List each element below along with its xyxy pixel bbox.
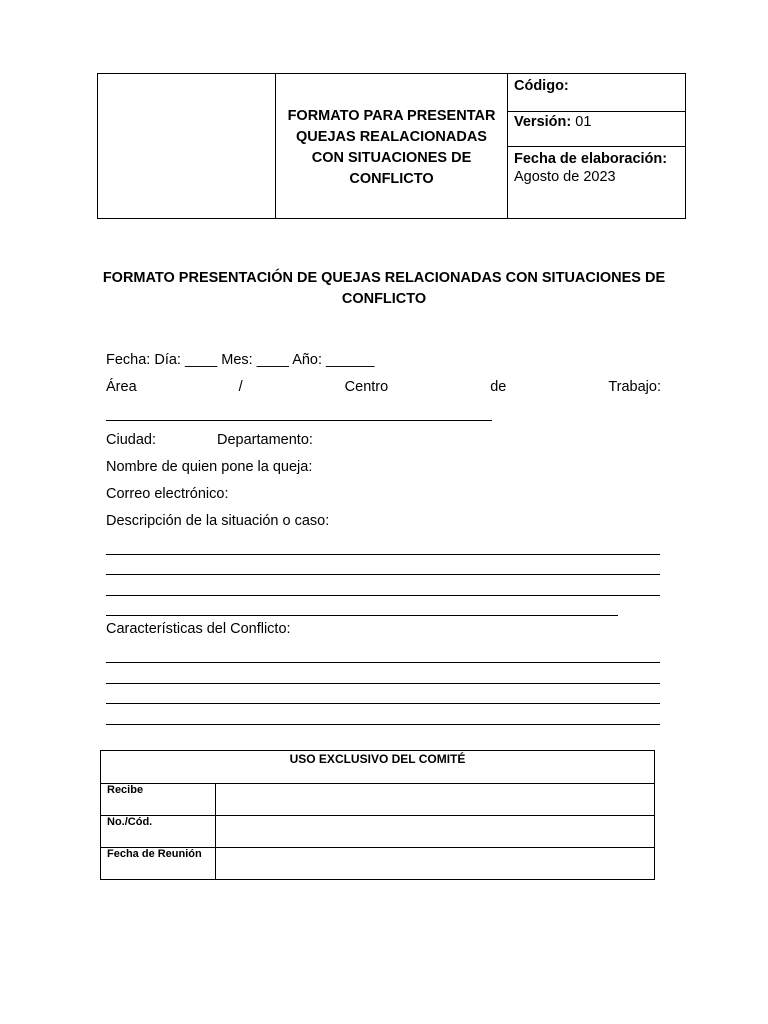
date-cell [508, 147, 685, 218]
document-title: FORMATO PRESENTACIÓN DE QUEJAS RELACIONADAS CON SITUACIONES DE CONFLICTO [102, 270, 666, 307]
committee-row [101, 816, 654, 848]
area-word: Centro [344, 379, 389, 395]
committee-row [101, 848, 654, 879]
date-label: Fecha de elaboración: [514, 151, 668, 167]
area-word: Trabajo: [608, 379, 661, 395]
date-field: Fecha: Día: ____ Mes: ____ Año: ______ [106, 352, 375, 368]
committee-row [101, 784, 654, 816]
characteristics-label: Características del Conflicto: [106, 621, 291, 637]
area-fill-line [106, 420, 492, 421]
area-word: de [490, 379, 507, 395]
version-cell [508, 112, 685, 147]
email-label: Correo electrónico: [106, 486, 229, 502]
committee-row-label: Recibe [101, 784, 216, 815]
characteristics-fill-line [106, 662, 660, 663]
department-label: Departamento: [217, 432, 313, 448]
area-field [106, 378, 661, 396]
committee-row-value [216, 784, 654, 815]
committee-row-value [216, 848, 654, 879]
version-label: Versión: [514, 114, 572, 130]
committee-row-label: Fecha de Reunión [101, 848, 216, 879]
characteristics-fill-line [106, 724, 660, 725]
characteristics-fill-line [106, 683, 660, 684]
area-word: / [238, 379, 243, 395]
header-meta [508, 74, 685, 218]
description-fill-line [106, 615, 618, 616]
description-fill-line [106, 574, 660, 575]
logo-cell [98, 74, 276, 218]
committee-header: USO EXCLUSIVO DEL COMITÉ [101, 751, 654, 784]
characteristics-fill-line [106, 703, 660, 704]
city-label: Ciudad: [106, 432, 156, 448]
description-fill-line [106, 595, 660, 596]
description-fill-line [106, 554, 660, 555]
committee-row-value [216, 816, 654, 847]
version-value: 01 [575, 114, 592, 130]
committee-row-label: No./Cód. [101, 816, 216, 847]
date-value: Agosto de 2023 [514, 169, 616, 185]
description-label: Descripción de la situación o caso: [106, 513, 330, 529]
area-word: Área [106, 379, 137, 395]
complainant-label: Nombre de quien pone la queja: [106, 459, 313, 475]
committee-table [100, 750, 655, 880]
code-label: Código: [514, 78, 569, 94]
header-title: FORMATO PARA PRESENTAR QUEJAS REALACIONADAS CON SITUACIONES DE CONFLICTO [276, 74, 508, 218]
document-header-table [97, 73, 686, 219]
code-cell [508, 74, 685, 112]
